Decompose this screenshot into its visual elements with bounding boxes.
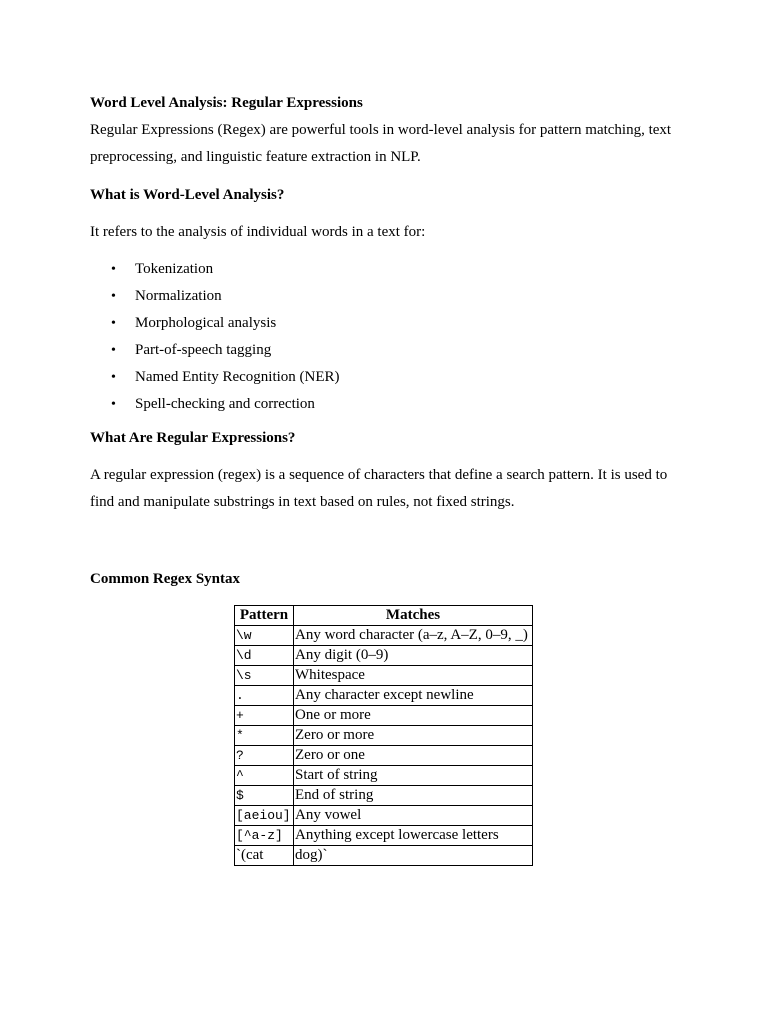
- pattern-cell: ^: [235, 766, 294, 786]
- regex-definition-paragraph: A regular expression (regex) is a sequence of characters that define a search pattern. It is used to find and manipulate substrings in text based on rules, not fixed strings.: [90, 467, 668, 510]
- table-header-row: [235, 606, 533, 626]
- pattern-cell: +: [235, 706, 294, 726]
- intro-paragraph: Regular Expressions (Regex) are powerful tools in word-level analysis for pattern matching, text preprocessing, and linguistic feature extraction in NLP.: [90, 122, 672, 165]
- bullet-icon: •: [111, 262, 116, 277]
- column-header-matches: Matches: [294, 606, 533, 626]
- list-item: [90, 391, 690, 418]
- list-item-text: Tokenization: [135, 261, 214, 277]
- matches-cell: End of string: [294, 786, 533, 806]
- table-row: [235, 706, 533, 726]
- matches-cell: Any digit (0–9): [294, 646, 533, 666]
- list-item: [90, 310, 690, 337]
- list-item-text: Morphological analysis: [135, 315, 277, 331]
- bullet-icon: •: [111, 370, 116, 385]
- list-item-text: Named Entity Recognition (NER): [135, 369, 340, 385]
- document-title: Word Level Analysis: Regular Expressions: [90, 95, 363, 111]
- table-row: [235, 626, 533, 646]
- bullet-icon: •: [111, 316, 116, 331]
- matches-cell: Anything except lowercase letters: [294, 826, 533, 846]
- bullet-icon: •: [111, 397, 116, 412]
- section-lead-paragraph: It refers to the analysis of individual words in a text for:: [90, 224, 426, 240]
- regex-syntax-table: [234, 605, 533, 866]
- section-heading-regex: What Are Regular Expressions?: [90, 430, 296, 446]
- pattern-cell: *: [235, 726, 294, 746]
- list-item: [90, 364, 690, 391]
- list-item: [90, 283, 690, 310]
- pattern-cell: .: [235, 686, 294, 706]
- pattern-cell: \s: [235, 666, 294, 686]
- table-row: [235, 766, 533, 786]
- matches-cell: One or more: [294, 706, 533, 726]
- list-item: [90, 337, 690, 364]
- section-heading-common-syntax: Common Regex Syntax: [90, 571, 240, 587]
- matches-cell: Any vowel: [294, 806, 533, 826]
- matches-cell: Any word character (a–z, A–Z, 0–9, _): [294, 626, 533, 646]
- list-item-text: Spell-checking and correction: [135, 396, 315, 412]
- list-item-text: Part-of-speech tagging: [135, 342, 272, 358]
- pattern-cell: ?: [235, 746, 294, 766]
- list-item-text: Normalization: [135, 288, 222, 304]
- document-page: [90, 93, 690, 589]
- matches-cell: Any character except newline: [294, 686, 533, 706]
- table-row: [235, 746, 533, 766]
- table-row: [235, 846, 533, 866]
- bullet-icon: •: [111, 343, 116, 358]
- list-item: [90, 256, 690, 283]
- table-row: [235, 666, 533, 686]
- table-row: [235, 806, 533, 826]
- matches-cell: Start of string: [294, 766, 533, 786]
- table-row: [235, 726, 533, 746]
- pattern-cell: \d: [235, 646, 294, 666]
- matches-cell: Whitespace: [294, 666, 533, 686]
- matches-cell: Zero or one: [294, 746, 533, 766]
- section-heading-word-level: What is Word-Level Analysis?: [90, 187, 285, 203]
- table-row: [235, 826, 533, 846]
- pattern-cell: $: [235, 786, 294, 806]
- bullet-icon: •: [111, 289, 116, 304]
- table-row: [235, 686, 533, 706]
- column-header-pattern: Pattern: [235, 606, 294, 626]
- pattern-cell: `(cat: [235, 846, 294, 866]
- bullet-list: [90, 256, 690, 418]
- matches-cell: Zero or more: [294, 726, 533, 746]
- pattern-cell: [^a-z]: [235, 826, 294, 846]
- table-row: [235, 646, 533, 666]
- matches-cell: dog)`: [294, 846, 533, 866]
- pattern-cell: [aeiou]: [235, 806, 294, 826]
- pattern-cell: \w: [235, 626, 294, 646]
- table-row: [235, 786, 533, 806]
